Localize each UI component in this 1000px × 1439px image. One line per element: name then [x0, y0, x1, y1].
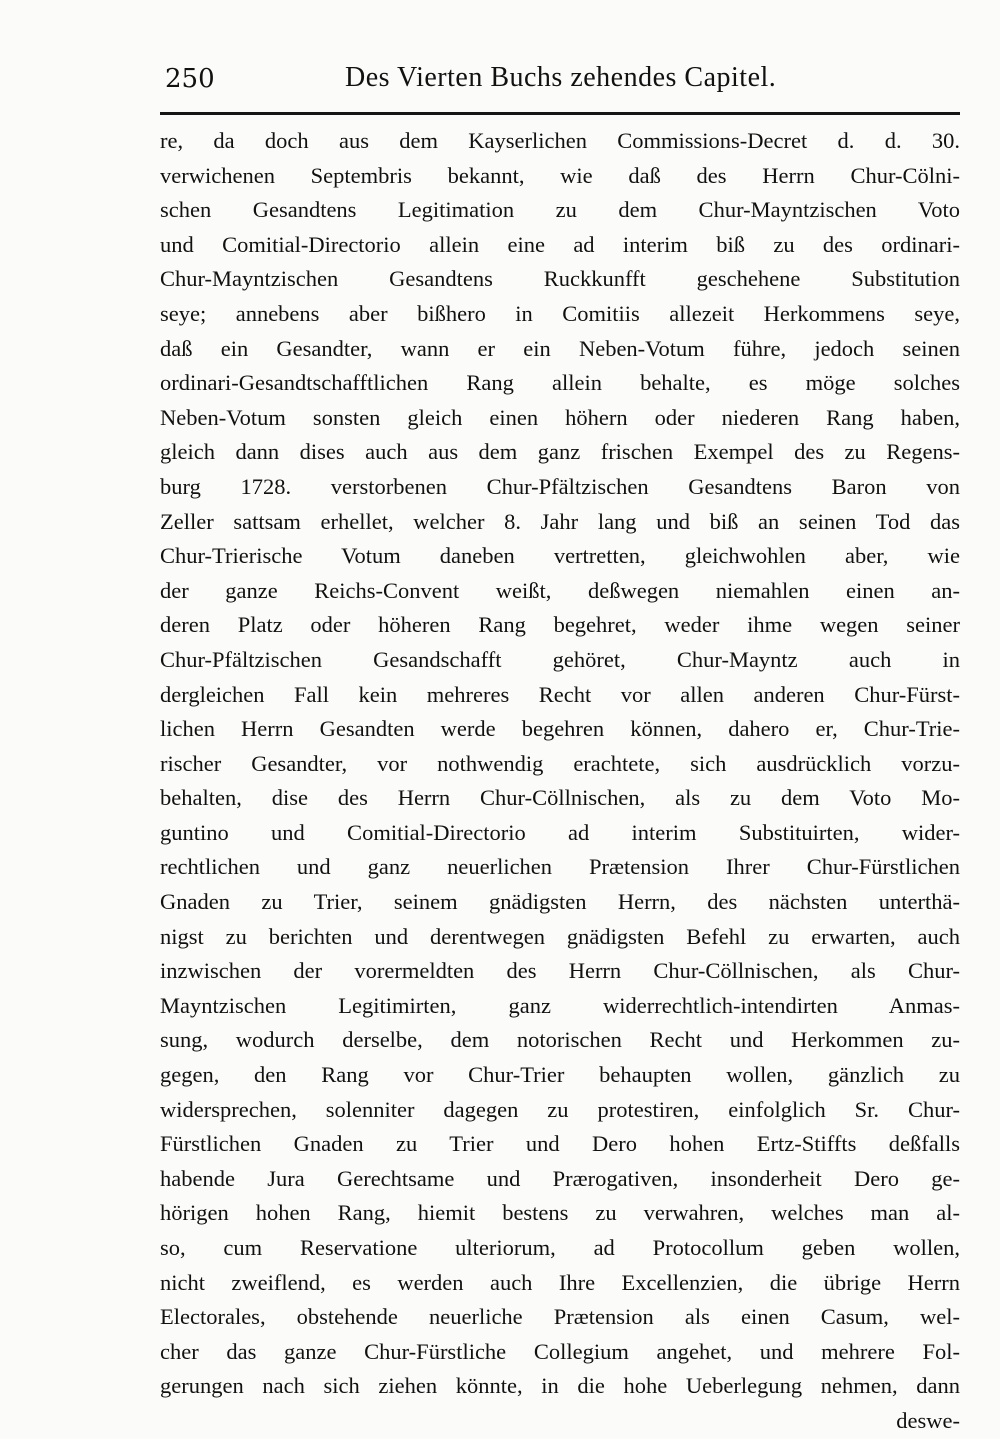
text-line: guntino und Comitial-Directorio ad interim Substituirten, wider- — [160, 819, 960, 845]
text-line: Chur-Pfältzischen Gesandschafft gehöret, Chur-Mayntz auch in — [160, 646, 960, 672]
text-line: deren Platz oder höheren Rang begehret, weder ihme wegen seiner — [160, 612, 960, 638]
text-line: schen Gesandtens Legitimation zu dem Chur-Mayntzischen Voto — [160, 197, 960, 223]
text-line: cher das ganze Chur-Fürstliche Collegium angehet, und mehrere Fol- — [160, 1338, 960, 1364]
text-line: so, cum Reservatione ulteriorum, ad Protocollum geben wollen, — [160, 1235, 960, 1260]
text-line: ordinari-Gesandtschafftlichen Rang allein behalte, es möge solches — [160, 370, 960, 396]
text-line: verwichenen Septembris bekannt, wie daß des Herrn Chur-Cölni- — [160, 162, 960, 188]
text-line: gegen, den Rang vor Chur-Trier behaupten wollen, gänzlich zu — [160, 1062, 960, 1088]
text-line: Neben-Votum sonsten gleich einen höhern oder niederen Rang haben, — [160, 404, 960, 430]
text-line: dergleichen Fall kein mehreres Recht vor allen anderen Chur-Fürst- — [160, 681, 960, 707]
text-line: burg 1728. verstorbenen Chur-Pfältzischen Gesandtens Baron von — [160, 473, 960, 499]
text-line: gleich dann dises auch aus dem ganz frischen Exempel des zu Regens- — [160, 439, 960, 465]
text-line: habende Jura Gerechtsame und Prærogativen, insonderheit Dero ge- — [160, 1165, 960, 1191]
running-title: Des Vierten Buchs zehendes Capitel. — [345, 62, 777, 93]
text-line: Chur-Trierische Votum daneben vertretten, gleichwohlen aber, wie — [160, 543, 960, 569]
text-line: seye; annebens aber bißhero in Comitiis allezeit Herkommens seye, — [160, 300, 960, 326]
text-line: hörigen hohen Rang, hiemit bestens zu verwahren, welches man al- — [160, 1200, 960, 1226]
text-line: der ganze Reichs-Convent weißt, deßwegen niemahlen einen an- — [160, 577, 960, 603]
text-line: gerungen nach sich ziehen könnte, in die hohe Ueberlegung nehmen, dann — [160, 1373, 960, 1399]
text-line: sung, wodurch derselbe, dem notorischen Recht und Herkommen zu- — [160, 1027, 960, 1053]
text-line: inzwischen der vorermeldten des Herrn Chur-Cöllnischen, als Chur- — [160, 958, 960, 984]
header-rule — [160, 112, 960, 115]
text-line: widersprechen, solenniter dagegen zu protestiren, einfolglich Sr. Chur- — [160, 1096, 960, 1122]
body-text — [160, 124, 960, 1439]
text-line: Mayntzischen Legitimirten, ganz widerrechtlich-intendirten Anmas- — [160, 992, 960, 1018]
text-line: lichen Herrn Gesandten werde begehren können, dahero er, Chur-Trie- — [160, 716, 960, 742]
text-line: nicht zweiflend, es werden auch Ihre Excellenzien, die übrige Herrn — [160, 1269, 960, 1295]
text-line: Electorales, obstehende neuerliche Prætension als einen Casum, wel- — [160, 1304, 960, 1330]
catchword: deswe- — [896, 1407, 960, 1433]
page-number: 250 — [165, 64, 215, 94]
text-line: re, da doch aus dem Kayserlichen Commissions-Decret d. d. 30. — [160, 128, 960, 153]
page-header — [165, 58, 955, 102]
text-line: nigst zu berichten und derentwegen gnädigsten Befehl zu erwarten, auch — [160, 923, 960, 949]
text-line: und Comitial-Directorio allein eine ad interim biß zu des ordinari- — [160, 231, 960, 257]
text-line: Chur-Mayntzischen Gesandtens Ruckkunfft geschehene Substitution — [160, 266, 960, 292]
text-line: daß ein Gesandter, wann er ein Neben-Votum führe, jedoch seinen — [160, 335, 960, 361]
text-line: behalten, dise des Herrn Chur-Cöllnischen, als zu dem Voto Mo- — [160, 785, 960, 811]
text-line: Fürstlichen Gnaden zu Trier und Dero hohen Ertz-Stiffts deßfalls — [160, 1131, 960, 1157]
text-line: rechtlichen und ganz neuerlichen Prætension Ihrer Chur-Fürstlichen — [160, 854, 960, 880]
text-line: Gnaden zu Trier, seinem gnädigsten Herrn, des nächsten unterthä- — [160, 889, 960, 915]
text-line: rischer Gesandter, vor nothwendig erachtete, sich ausdrücklich vorzu- — [160, 750, 960, 776]
text-line: Zeller sattsam erhellet, welcher 8. Jahr lang und biß an seinen Tod das — [160, 508, 960, 534]
